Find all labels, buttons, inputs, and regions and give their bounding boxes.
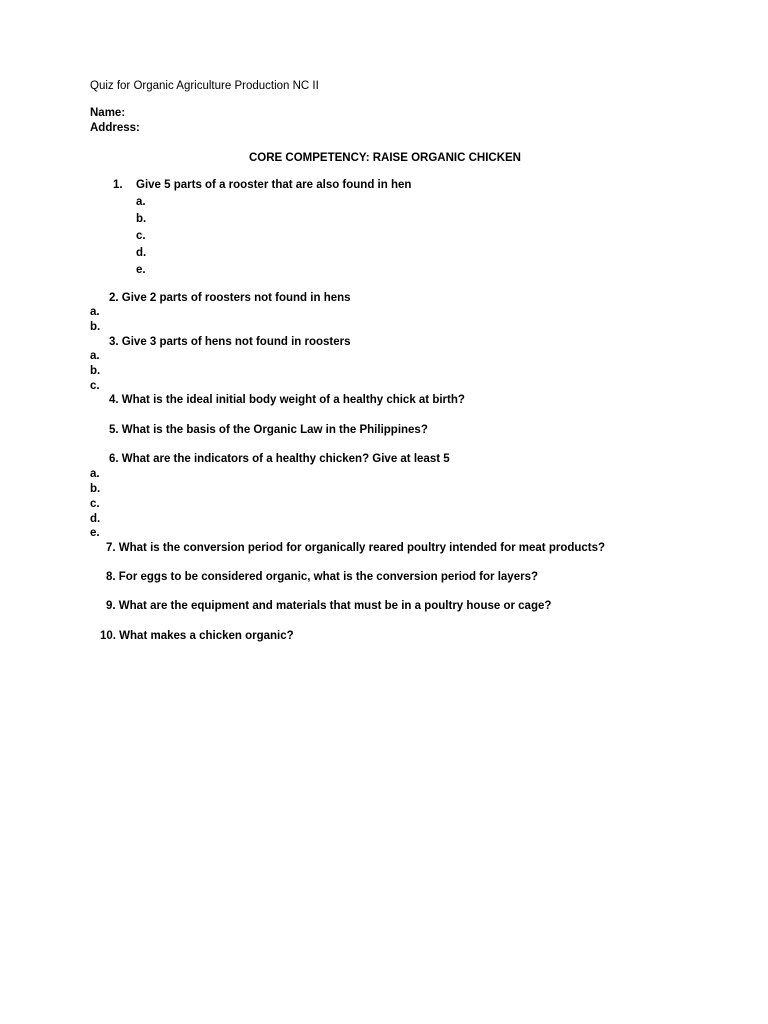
question-7-text: 7. What is the conversion period for organically reared poultry intended for meat products? — [106, 542, 606, 554]
question-1-choice-c: c. — [136, 230, 146, 242]
question-6-choice-c: c. — [90, 498, 100, 510]
question-6-choice-a: a. — [90, 468, 100, 480]
document-title: Quiz for Organic Agriculture Production NC II — [90, 80, 319, 92]
question-9-text: 9. What are the equipment and materials that must be in a poultry house or cage? — [106, 600, 552, 612]
name-label: Name: — [90, 107, 126, 119]
question-5-text: 5. What is the basis of the Organic Law in the Philippines? — [109, 424, 428, 436]
question-3-choice-c: c. — [90, 380, 100, 392]
question-2-choice-b: b. — [90, 321, 101, 333]
question-2-text: 2. Give 2 parts of roosters not found in hens — [109, 292, 351, 304]
question-8-text: 8. For eggs to be considered organic, what is the conversion period for layers? — [106, 571, 538, 583]
question-3-choice-a: a. — [90, 350, 100, 362]
question-4-text: 4. What is the ideal initial body weight of a healthy chick at birth? — [109, 394, 465, 406]
question-3-text: 3. Give 3 parts of hens not found in roosters — [109, 336, 351, 348]
question-1-choice-b: b. — [136, 213, 147, 225]
question-1-text: Give 5 parts of a rooster that are also found in hen — [136, 179, 412, 191]
question-6-choice-b: b. — [90, 483, 101, 495]
question-6-choice-e: e. — [90, 527, 100, 539]
question-3-choice-b: b. — [90, 365, 101, 377]
section-heading: CORE COMPETENCY: RAISE ORGANIC CHICKEN — [249, 152, 521, 164]
question-6-text: 6. What are the indicators of a healthy chicken? Give at least 5 — [109, 453, 450, 465]
question-6-choice-d: d. — [90, 513, 101, 525]
question-1-number: 1. — [113, 179, 123, 191]
address-label: Address: — [90, 122, 140, 134]
question-10-text: 10. What makes a chicken organic? — [100, 630, 294, 642]
question-1-choice-a: a. — [136, 196, 146, 208]
question-2-choice-a: a. — [90, 306, 100, 318]
question-1-choice-d: d. — [136, 247, 147, 259]
question-1-choice-e: e. — [136, 264, 146, 276]
